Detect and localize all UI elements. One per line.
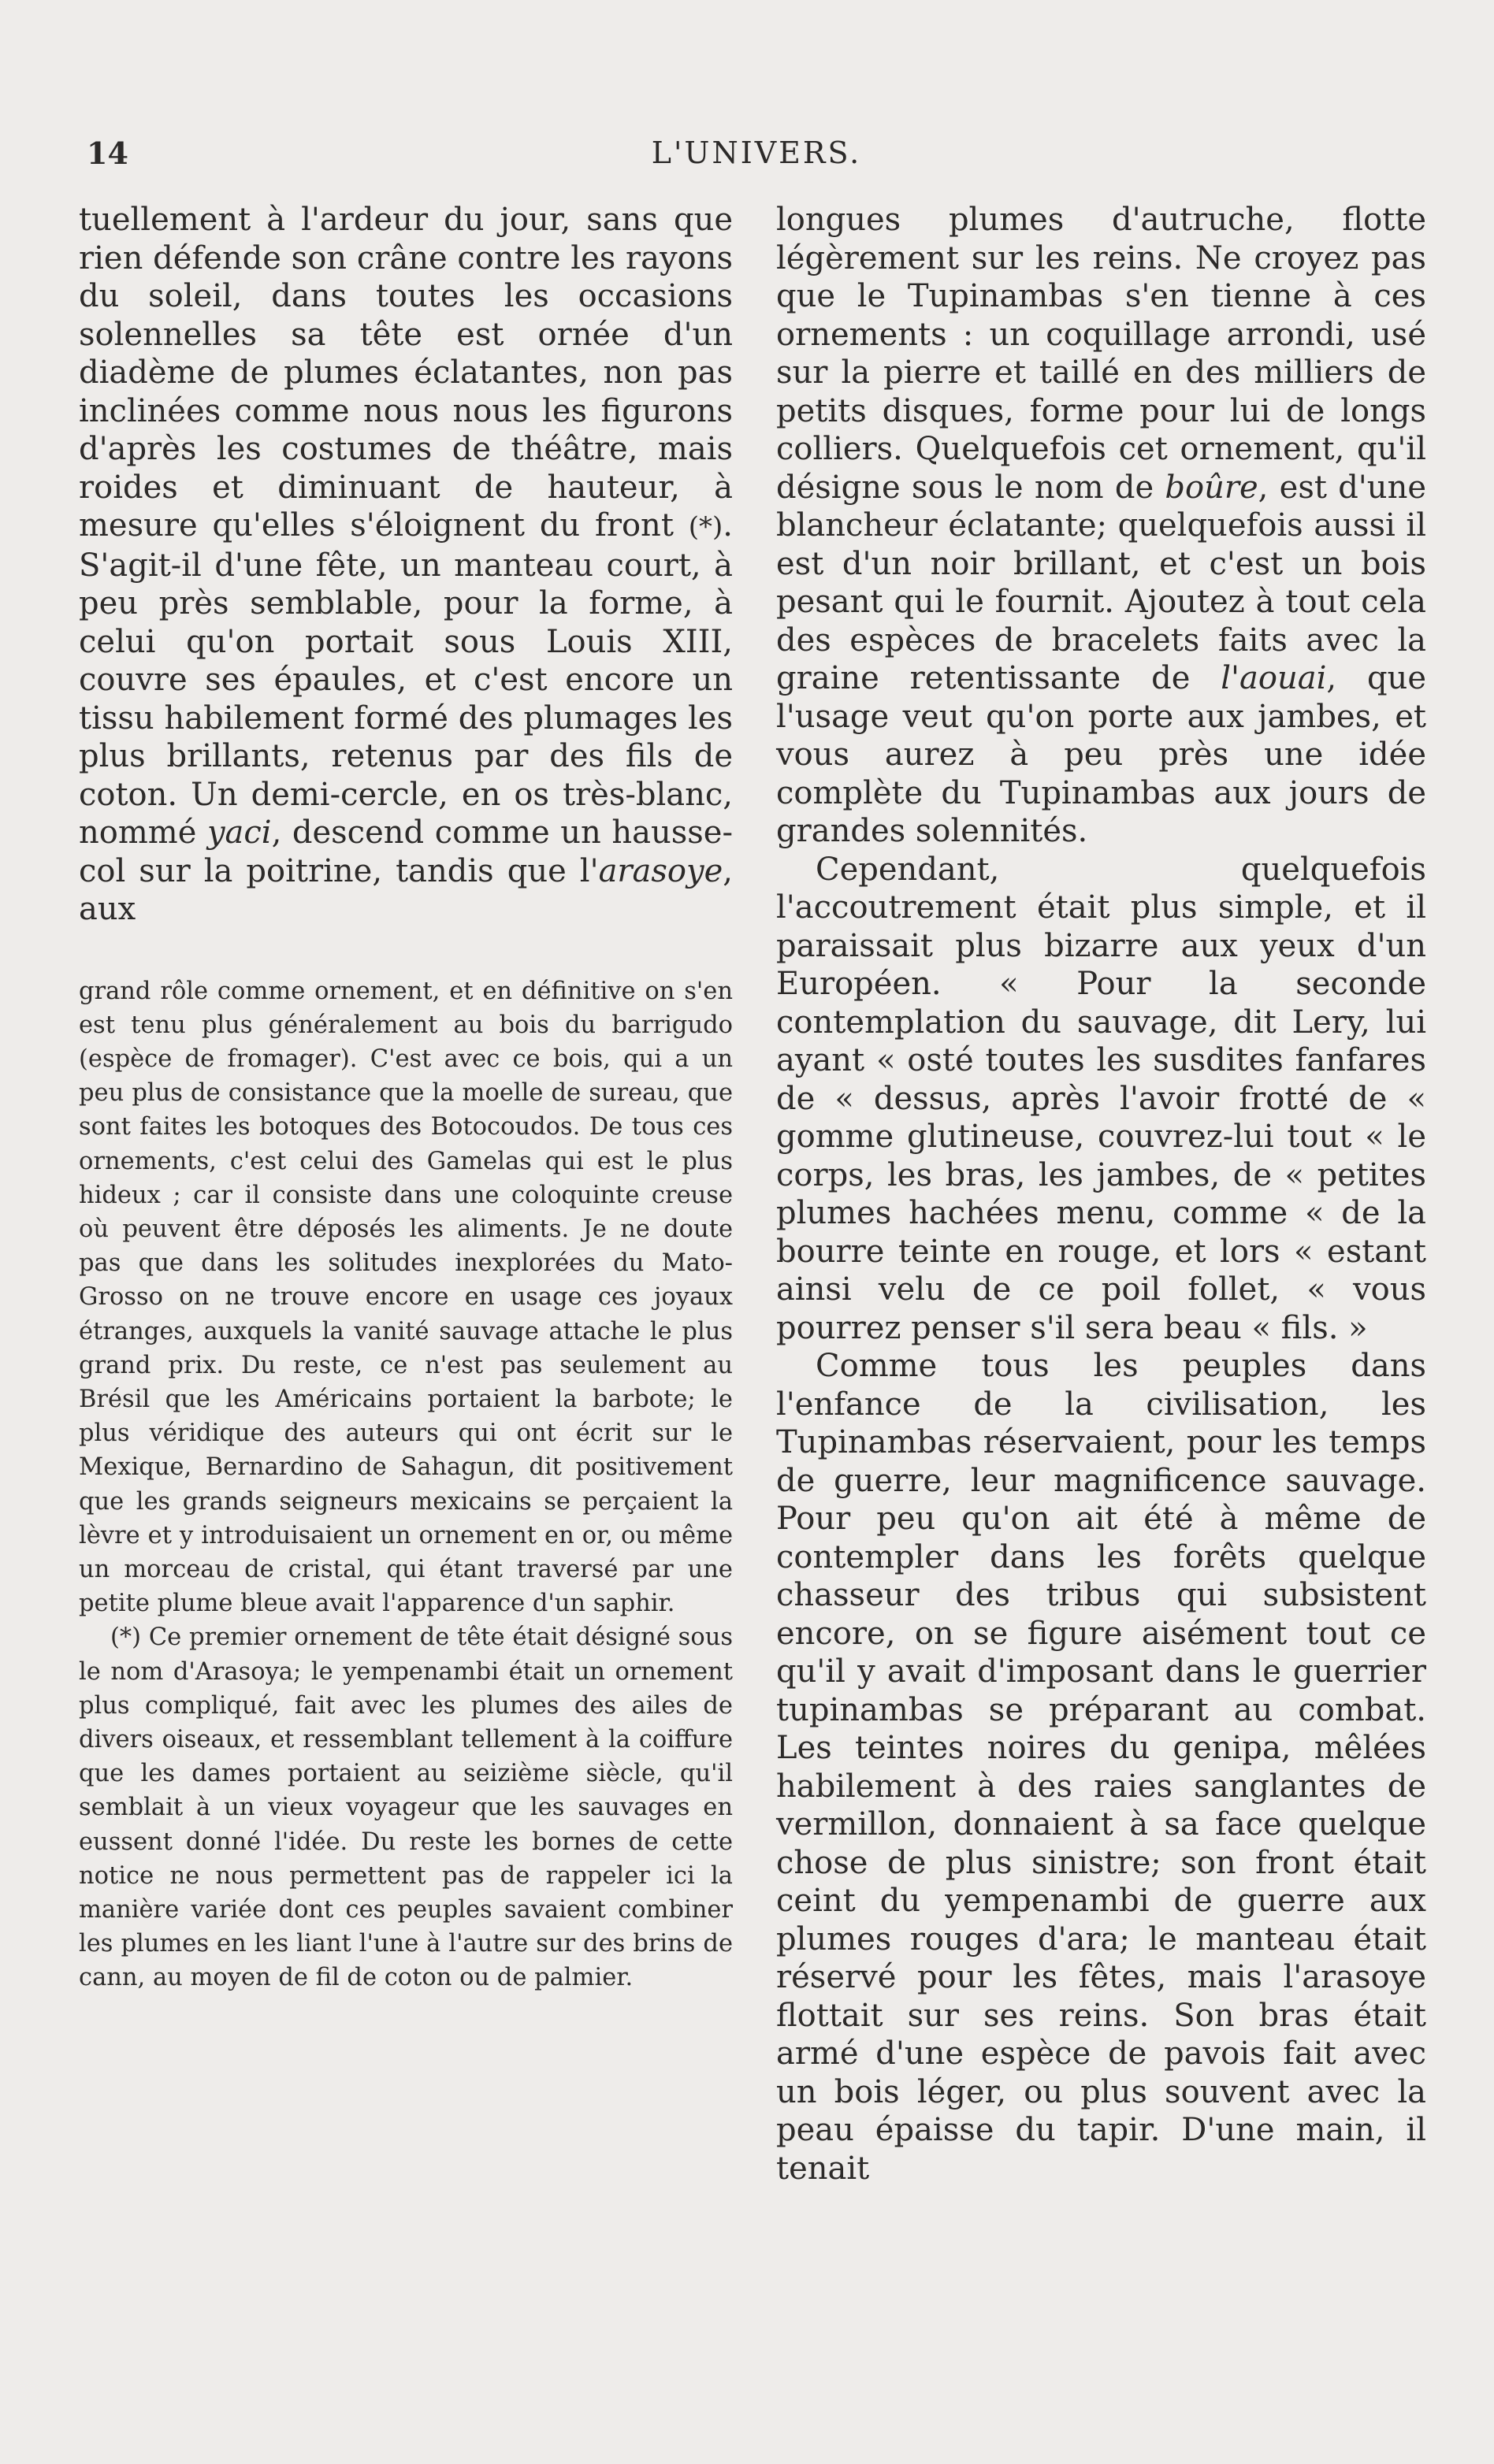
right-paragraph-3: Comme tous les peuples dans l'enfance de la civilisation, les Tupinambas réservaient, pour les temps de guerre, leur magnificence sauvage. Pour peu qu'on ait été à même de contempler dans les forêts quelque chasseur des tribus qui subsistent encore, on se figure aisément tout ce qu'il y avait d'imposant dans le guerrier tupinambas se préparant au combat. Les teintes noires du genipa, mêlées habilement à des raies sanglantes de vermillon, donnaient à sa face quelque chose de plus sinistre; son front était ceint du yempenambi de guerre aux plumes rouges d'ara; le manteau était réservé pour les fêtes, mais l'arasoye flottait sur ses reins. Son bras était armé d'une espèce de pavois fait avec un bois léger, ou plus souvent avec la peau épaisse du tapir. D'une main, il tenait	[776, 1348, 1426, 2187]
running-title: L'UNIVERS.	[651, 135, 862, 170]
right-paragraph-1: longues plumes d'autruche, flotte légèrement sur les reins. Ne croyez pas que le Tupinambas s'en tienne à ces ornements : un coquillage arrondi, usé sur la pierre et taillé en des milliers de petits disques, forme pour lui de longs colliers. Quelquefois cet ornement, qu'il désigne sous le nom de boûre, est d'une blancheur éclatante; quelquefois aussi il est d'un noir brillant, et c'est un bois pesant qui le fournit. Ajoutez à tout cela des espèces de bracelets faits avec la graine retentissante de l'aouai, que l'usage veut qu'on porte aux jambes, et vous aurez à peu près une idée complète du Tupinambas aux jours de grandes solennités.	[776, 202, 1427, 849]
term-arasoye: arasoye	[598, 852, 723, 889]
right-column	[776, 201, 1426, 2188]
right-paragraph-2: Cependant, quelquefois l'accoutrement était plus simple, et il paraissait plus bizarre aux yeux d'un Européen. « Pour la seconde contemplation du sauvage, dit Lery, lui ayant « osté toutes les susdites fanfares de « dessus, après l'avoir frotté de « gomme glutineuse, couvrez-lui tout « le corps, les bras, les jambes, de « petites plumes hachées menu, comme « de la bourre teinte en rouge, et lors « estant ainsi velu de ce poil follet, « vous pourrez penser s'il sera beau « fils. »	[776, 851, 1426, 1346]
left-body-text	[79, 201, 733, 929]
page-number: 14	[87, 135, 128, 171]
footnote-star: (*) Ce premier ornement de tête était désigné sous le nom d'Arasoya; le yempenambi était un ornement plus compliqué, fait avec les plumes des ailes de divers oiseaux, et ressemblant tellement à la coiffure que les dames portaient au seizième siècle, qu'il semblait à un vieux voyageur que les sauvages en eussent donné l'idée. Du reste les bornes de cette notice ne nous permettent pas de rappeler ici la manière variée dont ces peuples savaient combiner les plumes en les liant l'une à l'autre sur des brins de cann, au moyen de fil de coton ou de palmier.	[79, 1623, 733, 1992]
footnote-continuation: grand rôle comme ornement, et en définitive on s'en est tenu plus généralement au bois du barrigudo (espèce de fromager). C'est avec ce bois, qui a un peu plus de consistance que la moelle de sureau, que sont faites les botoques des Botocoudos. De tous ces ornements, c'est celui des Gamelas qui est le plus hideux ; car il consiste dans une coloquinte creuse où peuvent être déposés les aliments. Je ne doute pas que dans les solitudes inexplorées du Mato-Grosso on ne trouve encore en usage ces joyaux étranges, auxquels la vanité sauvage attache le plus grand prix. Du reste, ce n'est pas seulement au Brésil que les Américains portaient la barbote; le plus véridique des auteurs qui ont écrit sur le Mexique, Bernardino de Sahagun, dit positivement que les grands seigneurs mexicains se perçaient la lèvre et y introduisaient un ornement en or, ou même un morceau de cristal, qui étant traversé par une petite plume bleue avait l'apparence d'un saphir.	[79, 977, 733, 1618]
term-yaci: yaci	[206, 815, 272, 851]
right-body-text	[776, 201, 1426, 2188]
term-aouai: l'aouai	[1221, 660, 1327, 696]
left-main-paragraph: tuellement à l'ardeur du jour, sans que rien défende son crâne contre les rayons du soleil, dans toutes les occasions solennelles sa tête est ornée d'un diadème de plumes éclatantes, non pas inclinées comme nous nous les figurons d'après les costumes de théâtre, mais roides et diminuant de hauteur, à mesure qu'elles s'éloignent du front (*). S'agit-il d'une fête, un manteau court, à peu près semblable, pour la forme, à celui qu'on portait sous Louis XIII, couvre ses épaules, et c'est encore un tissu habilement formé des plumages les plus brillants, retenus par des fils de coton. Un demi-cercle, en os très-blanc, nommé yaci, descend comme un hausse-col sur la poitrine, tandis que l'arasoye, aux	[79, 202, 733, 927]
term-boure: boûre	[1165, 469, 1258, 506]
footnotes	[79, 974, 733, 1995]
page-header	[79, 135, 1434, 180]
left-column	[79, 201, 733, 1995]
footnote-reference: (*)	[688, 511, 723, 543]
